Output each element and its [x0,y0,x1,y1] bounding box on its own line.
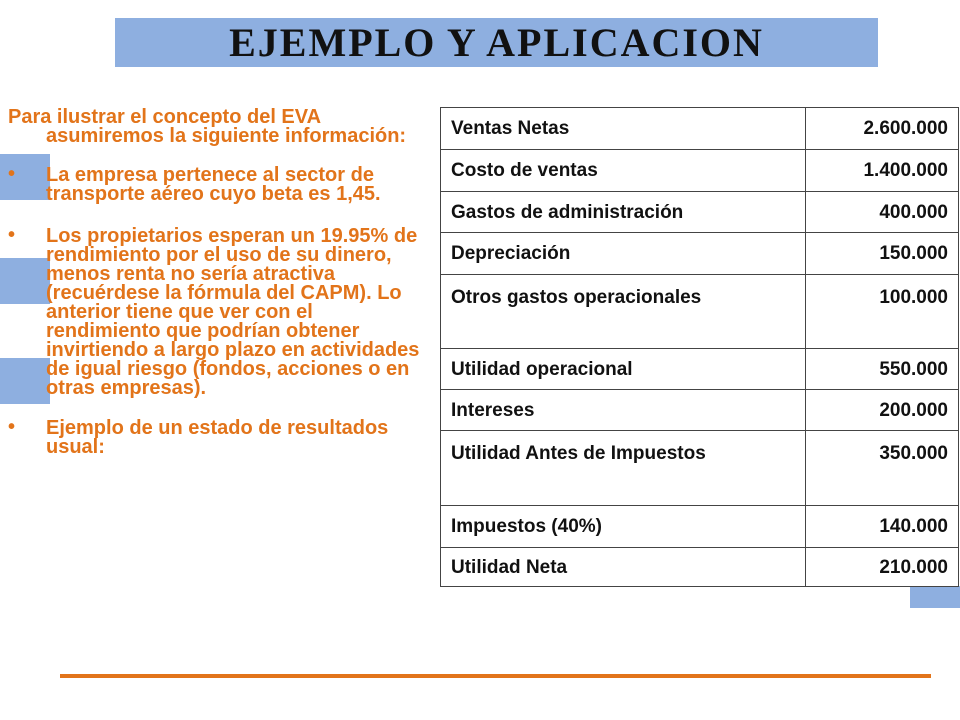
row-label: Depreciación [441,233,806,275]
bullet-item [8,416,420,458]
bullet-text: Ejemplo de un estado de resultados usual: [46,417,389,458]
table-row [441,506,959,548]
body-text [8,108,420,457]
title-banner [115,18,878,67]
row-value: 140.000 [806,506,959,548]
row-value: 2.600.000 [806,108,959,150]
row-label: Gastos de administración [441,192,806,233]
intro-paragraph: Para ilustrar el concepto del EVA asumiremos la siguiente información: [8,106,407,147]
row-label: Utilidad Antes de Impuestos [441,431,806,506]
row-value: 200.000 [806,390,959,431]
row-label: Impuestos (40%) [441,506,806,548]
bullet-text: La empresa pertenece al sector de transporte aéreo cuyo beta es 1,45. [46,164,381,205]
row-label: Intereses [441,390,806,431]
row-label: Otros gastos operacionales [441,275,806,349]
bullet-text: Los propietarios esperan un 19.95% de rendimiento por el uso de su dinero, menos renta no sería atractiva (recuérdese la fórmula del CAPM). Lo anterior tiene que ver con el rendimiento que podrían obtener invirtiendo a largo plazo en actividades de igual riesgo (fondos, acciones o en otras empresas). [46,225,420,399]
row-value: 550.000 [806,349,959,390]
income-statement-table [440,107,959,587]
table-row [441,150,959,192]
bullet-item [8,224,420,399]
bottom-divider [60,674,931,678]
row-value: 210.000 [806,548,959,587]
table-row [441,275,959,349]
row-value: 150.000 [806,233,959,275]
table-row [441,349,959,390]
bullet-item [8,163,420,205]
row-label: Utilidad operacional [441,349,806,390]
bullet-dot-icon: • [8,224,16,246]
row-value: 100.000 [806,275,959,349]
row-value: 350.000 [806,431,959,506]
bullet-dot-icon: • [8,163,16,185]
table-row [441,192,959,233]
table-row [441,108,959,150]
row-value: 1.400.000 [806,150,959,192]
table-row [441,390,959,431]
table-row [441,233,959,275]
bullet-dot-icon: • [8,416,16,438]
decorative-square [910,586,960,608]
row-label: Utilidad Neta [441,548,806,587]
row-label: Costo de ventas [441,150,806,192]
table-row [441,431,959,506]
row-label: Ventas Netas [441,108,806,150]
table-row [441,548,959,587]
row-value: 400.000 [806,192,959,233]
slide-title: EJEMPLO Y APLICACION [229,19,764,65]
